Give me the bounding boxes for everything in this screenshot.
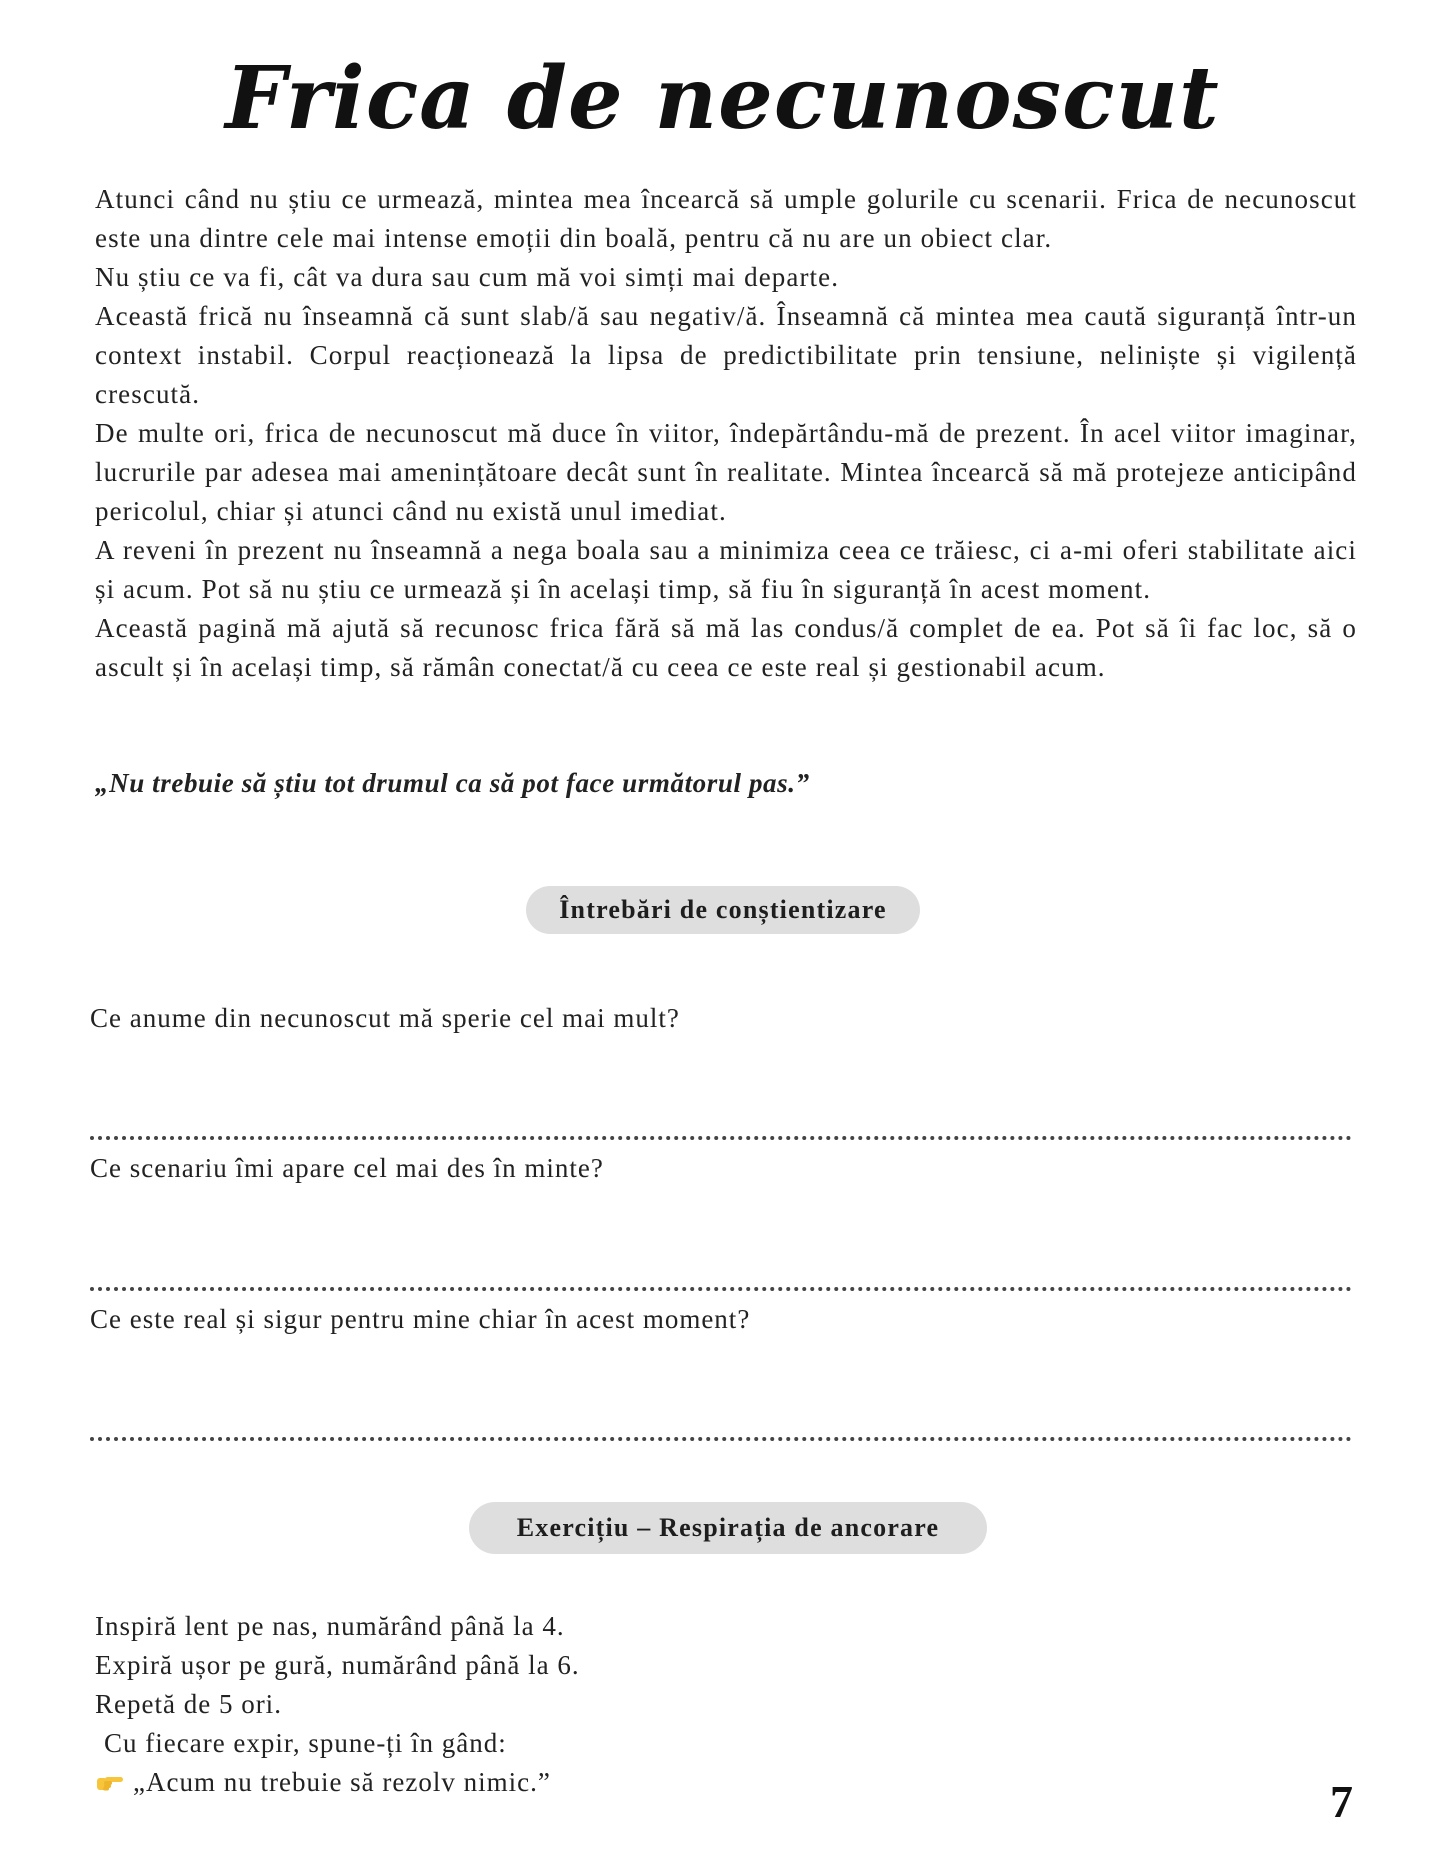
mantra-line — [95, 1763, 580, 1804]
page-number: 7 — [1330, 1776, 1353, 1827]
intro-paragraph: Această frică nu înseamnă că sunt slab/ă sau negativ/ă. Înseamnă că mintea mea caută siguranță într-un context instabil. Corpul reacționează la lipsa de predictibilitate prin tensiune, neliniște și vigilență crescută. — [95, 301, 1357, 409]
mantra-text: „Acum nu trebuie să rezolv nimic.” — [133, 1767, 551, 1797]
intro-paragraph: Nu știu ce va fi, cât va dura sau cum mă voi simți mai departe. — [95, 262, 840, 292]
exercise-steps — [95, 1607, 580, 1804]
question-3: Ce este real și sigur pentru mine chiar în acest moment? — [90, 1304, 751, 1334]
intro-paragraph: A reveni în prezent nu înseamnă a nega boala sau a minimiza ceea ce trăiesc, ci a-mi oferi stabilitate aici și acum. Pot să nu știu ce urmează și în același timp, să fiu în siguranță în acest moment. — [95, 535, 1357, 604]
exercise-step: Cu fiecare expir, spune-ți în gând: — [104, 1728, 507, 1758]
exercise-step: Repetă de 5 ori. — [95, 1689, 282, 1719]
quote: „Nu trebuie să știu tot drumul ca să pot face următorul pas.” — [95, 768, 810, 798]
intro-paragraph: Atunci când nu știu ce urmează, mintea mea încearcă să umple golurile cu scenarii. Frica de necunoscut este una dintre cele mai intense emoții din boală, pentru că nu are un obiect clar. — [95, 184, 1357, 253]
awareness-heading: Întrebări de conștientizare — [526, 886, 920, 934]
question-2: Ce scenariu îmi apare cel mai des în minte? — [90, 1153, 604, 1183]
question-1: Ce anume din necunoscut mă sperie cel mai mult? — [90, 1003, 680, 1033]
answer-line-3[interactable] — [90, 1437, 1352, 1441]
page-title: Frica de necunoscut — [225, 48, 1220, 149]
exercise-step: Expiră ușor pe gură, numărând până la 6. — [95, 1650, 580, 1680]
exercise-heading: Exercițiu – Respirația de ancorare — [469, 1502, 987, 1554]
intro-paragraph: De multe ori, frica de necunoscut mă duce în viitor, îndepărtându-mă de prezent. În acel viitor imaginar, lucrurile par adesea mai amenințătoare decât sunt în realitate. Mintea încearcă să mă protejeze anticipând pericolul, chiar și atunci când nu există unul imediat. — [95, 418, 1357, 526]
answer-line-1[interactable] — [90, 1136, 1352, 1140]
pointing-hand-icon — [95, 1765, 125, 1804]
intro-text — [95, 180, 1357, 687]
intro-paragraph: Această pagină mă ajută să recunosc frica fără să mă las condus/ă complet de ea. Pot să îi fac loc, să o ascult și în același timp, să rămân conectat/ă cu ceea ce este real și gestionabil acum. — [95, 613, 1357, 682]
exercise-step: Inspiră lent pe nas, numărând până la 4. — [95, 1611, 565, 1641]
answer-line-2[interactable] — [90, 1287, 1352, 1291]
